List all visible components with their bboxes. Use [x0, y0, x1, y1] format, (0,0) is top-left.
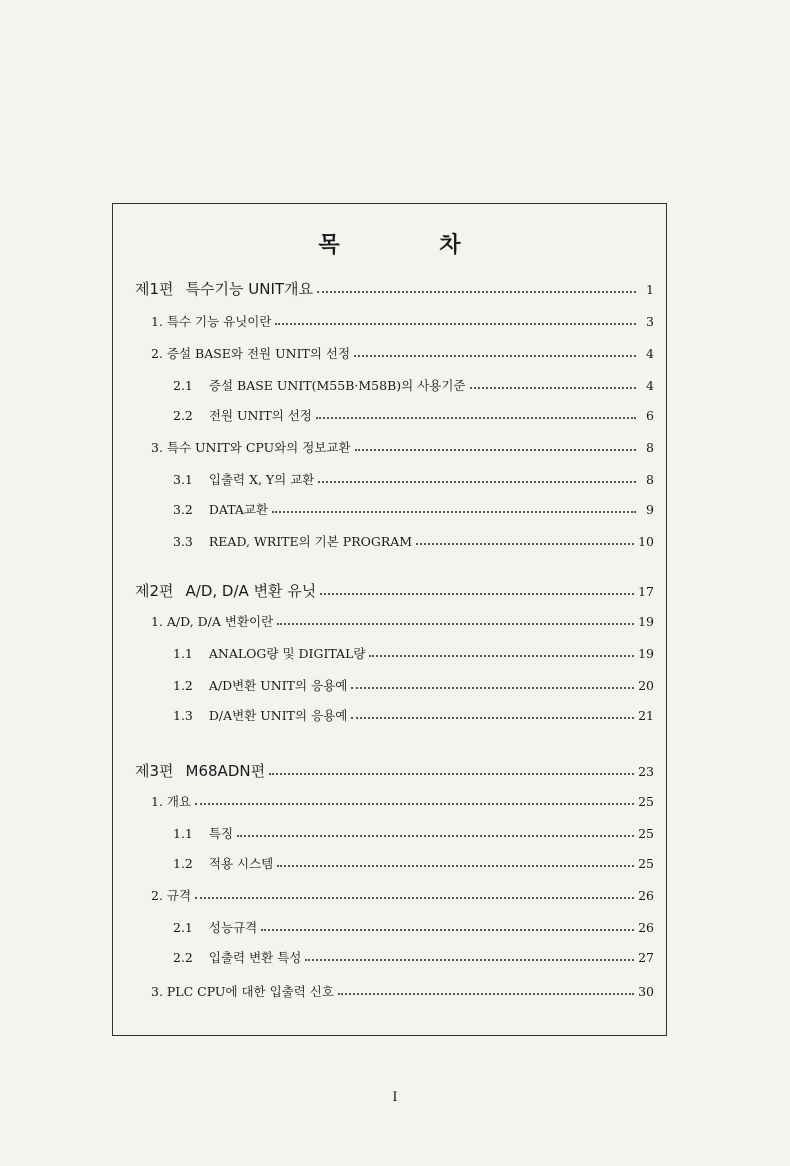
toc-entry [151, 438, 654, 456]
dot-leader [416, 543, 634, 545]
toc-entry-label: 특징 [208, 826, 234, 841]
toc-entry [173, 644, 654, 662]
toc-entry-number: 3.3 [173, 534, 193, 549]
toc-entry-label: A/D변환 UNIT의 응용예 [208, 678, 348, 693]
toc-entry-page: 27 [638, 950, 654, 965]
toc-entry-number: 1.2 [173, 856, 193, 871]
dot-leader [351, 687, 634, 689]
toc-entry-number: 2.2 [173, 950, 193, 965]
toc-entry-page: 4 [646, 378, 654, 393]
toc-entry-number: 제1편 [135, 280, 174, 298]
dot-leader [316, 417, 636, 419]
toc-entry [173, 948, 654, 966]
toc-entry-label: 3. PLC CPU에 대한 입출력 신호 [151, 984, 334, 999]
toc-entry-number: 1.2 [173, 678, 193, 693]
toc-entry [173, 376, 654, 394]
toc-entry [135, 760, 654, 781]
dot-leader [275, 323, 636, 325]
dot-leader [277, 865, 634, 867]
toc-entry-page: 19 [638, 614, 654, 629]
dot-leader [355, 449, 636, 451]
toc-entry [173, 470, 654, 488]
toc-entry-page: 10 [638, 534, 654, 549]
toc-entry-number: 제2편 [135, 582, 174, 600]
toc-entry [151, 792, 654, 810]
toc-entry-label: A/D, D/A 변환 유닛 [185, 582, 317, 600]
toc-entry-label: M68ADN편 [185, 762, 266, 780]
dot-leader [470, 387, 637, 389]
toc-entry [173, 406, 654, 424]
toc-entry-label: 증설 BASE UNIT(M55B·M58B)의 사용기준 [208, 378, 466, 393]
toc-entry-number: 2.2 [173, 408, 193, 423]
toc-entry-label: READ, WRITE의 기본 PROGRAM [208, 534, 413, 549]
toc-entry-page: 25 [638, 856, 654, 871]
toc-entry-page: 6 [646, 408, 654, 423]
toc-entry [151, 886, 654, 904]
toc-entry-number: 제3편 [135, 762, 174, 780]
toc-entry-page: 23 [638, 764, 654, 779]
table-of-contents [112, 203, 667, 1036]
toc-entry [135, 580, 654, 601]
toc-entry-page: 9 [646, 502, 654, 517]
toc-entry-page: 17 [638, 584, 654, 599]
dot-leader [195, 803, 634, 805]
toc-entry-page: 20 [638, 678, 654, 693]
toc-entry-label: 입출력 X, Y의 교환 [208, 472, 315, 487]
toc-entry-number: 1.3 [173, 708, 193, 723]
toc-entry-page: 25 [638, 826, 654, 841]
toc-entry [151, 312, 654, 330]
toc-entry-page: 26 [638, 888, 654, 903]
toc-entry [135, 278, 654, 299]
toc-entry [151, 982, 654, 1000]
dot-leader [320, 593, 634, 595]
toc-entry-number: 1.1 [173, 826, 193, 841]
dot-leader [317, 291, 636, 293]
toc-entry-page: 21 [638, 708, 654, 723]
toc-entry-page: 3 [646, 314, 654, 329]
toc-entry-label: 성능규격 [208, 920, 258, 935]
toc-entry-label: 1. 특수 기능 유닛이란 [151, 314, 272, 329]
toc-entry-page: 25 [638, 794, 654, 809]
toc-title: 목 차 [318, 233, 507, 258]
toc-entry-label: ANALOG량 및 DIGITAL량 [208, 646, 366, 661]
dot-leader [318, 481, 636, 483]
dot-leader [269, 773, 634, 775]
toc-entry-label: 2. 규격 [151, 888, 192, 903]
toc-entry-page: 8 [646, 440, 654, 455]
toc-entry-label: DATA교환 [208, 502, 269, 517]
page-number: I [392, 1090, 398, 1105]
toc-entry-page: 4 [646, 346, 654, 361]
toc-entry [151, 344, 654, 362]
toc-entry-number: 2.1 [173, 920, 193, 935]
toc-entry-number: 3.2 [173, 502, 193, 517]
dot-leader [351, 717, 634, 719]
dot-leader [277, 623, 634, 625]
toc-entry-page: 19 [638, 646, 654, 661]
dot-leader [369, 655, 634, 657]
toc-entry [173, 824, 654, 842]
toc-entry-label: 입출력 변환 특성 [208, 950, 302, 965]
toc-entry-label: 1. 개요 [151, 794, 192, 809]
toc-entry-page: 1 [646, 282, 654, 297]
toc-entry [173, 706, 654, 724]
toc-entry-label: 특수기능 UNIT개요 [185, 280, 314, 298]
toc-entry-label: 1. A/D, D/A 변환이란 [151, 614, 274, 629]
toc-entry-label: 2. 증설 BASE와 전원 UNIT의 선정 [151, 346, 351, 361]
toc-entry [173, 532, 654, 550]
toc-entry-label: D/A변환 UNIT의 응용예 [208, 708, 348, 723]
toc-entry-number: 3.1 [173, 472, 193, 487]
toc-entry-page: 26 [638, 920, 654, 935]
toc-entry [173, 918, 654, 936]
toc-entry [173, 500, 654, 518]
dot-leader [237, 835, 634, 837]
toc-entry-label: 3. 특수 UNIT와 CPU와의 정보교환 [151, 440, 351, 455]
dot-leader [305, 959, 634, 961]
toc-entry-page: 8 [646, 472, 654, 487]
dot-leader [195, 897, 634, 899]
dot-leader [354, 355, 636, 357]
toc-entry-label: 적용 시스템 [208, 856, 274, 871]
dot-leader [338, 993, 634, 995]
toc-entry-page: 30 [638, 984, 654, 999]
dot-leader [261, 929, 634, 931]
toc-entry [173, 676, 654, 694]
toc-entry-number: 2.1 [173, 378, 193, 393]
toc-entry-label: 전원 UNIT의 선정 [208, 408, 312, 423]
dot-leader [272, 511, 636, 513]
toc-entry-number: 1.1 [173, 646, 193, 661]
toc-entry [151, 612, 654, 630]
toc-entry [173, 854, 654, 872]
